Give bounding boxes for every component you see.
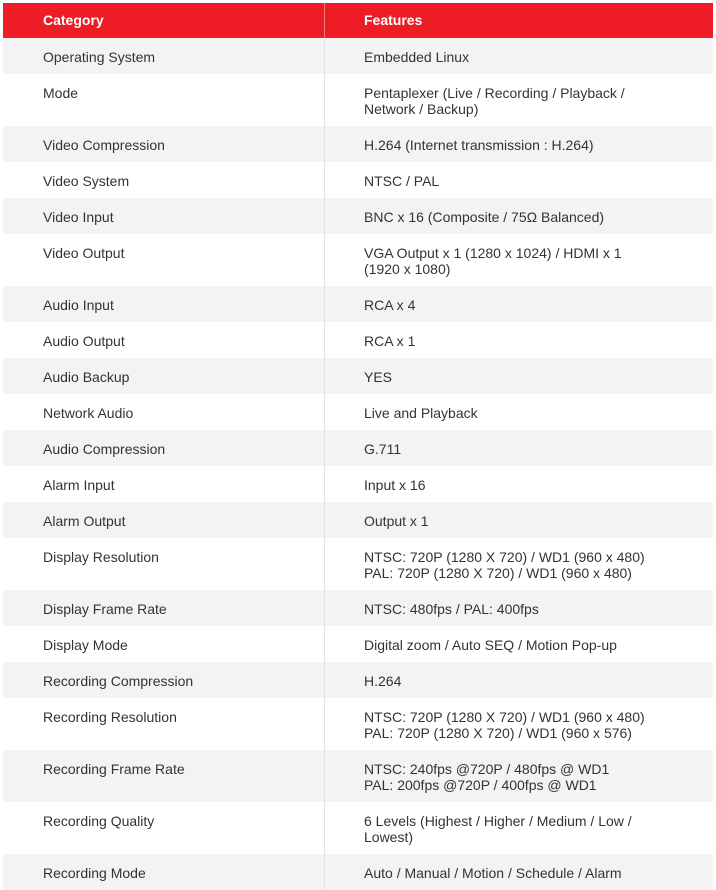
table-row <box>3 662 713 698</box>
row-features: NTSC / PAL <box>364 173 440 189</box>
row-category: Recording Compression <box>3 662 325 698</box>
table-row <box>3 74 713 126</box>
row-category: Recording Quality <box>3 802 325 854</box>
row-features-line: NTSC: 720P (1280 X 720) / WD1 (960 x 480) <box>364 709 645 725</box>
row-category: Network Audio <box>3 394 325 430</box>
row-features: G.711 <box>364 441 402 457</box>
row-features-line: NTSC: 720P (1280 X 720) / WD1 (960 x 480) <box>364 549 645 565</box>
row-features: Output x 1 <box>364 513 429 529</box>
table-row <box>3 198 713 234</box>
row-features: Pentaplexer (Live / Recording / Playback / Network / Backup) <box>364 85 625 117</box>
table-row <box>3 162 713 198</box>
table-row <box>3 626 713 662</box>
spec-table <box>3 3 713 890</box>
table-row <box>3 234 713 286</box>
table-row <box>3 394 713 430</box>
row-features: H.264 <box>364 673 402 689</box>
row-features: Input x 16 <box>364 477 426 493</box>
table-row <box>3 750 713 802</box>
row-category: Video Input <box>3 198 325 234</box>
header-features: Features <box>364 12 423 28</box>
row-category: Display Frame Rate <box>3 590 325 626</box>
table-row <box>3 698 713 750</box>
table-row <box>3 538 713 590</box>
row-features: BNC x 16 (Composite / 75Ω Balanced) <box>364 209 605 225</box>
row-category: Recording Resolution <box>3 698 325 750</box>
row-features: Embedded Linux <box>364 49 470 65</box>
row-features: 6 Levels (Highest / Higher / Medium / Low / Lowest) <box>364 813 632 845</box>
row-features <box>325 750 713 802</box>
row-category: Video Output <box>3 234 325 286</box>
row-category: Video Compression <box>3 126 325 162</box>
table-row <box>3 466 713 502</box>
row-category: Audio Compression <box>3 430 325 466</box>
row-category: Recording Mode <box>3 854 325 890</box>
row-features: RCA x 4 <box>364 297 416 313</box>
row-features-line: PAL: 720P (1280 X 720) / WD1 (960 x 480) <box>364 565 632 581</box>
row-features: H.264 (Internet transmission : H.264) <box>364 137 594 153</box>
table-row <box>3 802 713 854</box>
row-category: Video System <box>3 162 325 198</box>
table-row <box>3 590 713 626</box>
row-features: VGA Output x 1 (1280 x 1024) / HDMI x 1 (1920 x 1080) <box>364 245 622 277</box>
row-category: Audio Input <box>3 286 325 322</box>
row-category: Mode <box>3 74 325 126</box>
row-features: YES <box>364 369 393 385</box>
table-row <box>3 502 713 538</box>
row-category: Audio Backup <box>3 358 325 394</box>
row-features <box>325 698 713 750</box>
row-features: NTSC: 480fps / PAL: 400fps <box>364 601 539 617</box>
row-features: Auto / Manual / Motion / Schedule / Alarm <box>364 865 622 881</box>
table-row <box>3 358 713 394</box>
row-category: Alarm Input <box>3 466 325 502</box>
row-features: Live and Playback <box>364 405 478 421</box>
row-features: RCA x 1 <box>364 333 416 349</box>
row-features: Digital zoom / Auto SEQ / Motion Pop-up <box>364 637 617 653</box>
table-row <box>3 38 713 74</box>
row-features-line: PAL: 720P (1280 X 720) / WD1 (960 x 576) <box>364 725 632 741</box>
table-row <box>3 854 713 890</box>
row-category: Operating System <box>3 38 325 74</box>
row-features <box>325 538 713 590</box>
row-features-line: NTSC: 240fps @720P / 480fps @ WD1 <box>364 761 610 777</box>
row-category: Recording Frame Rate <box>3 750 325 802</box>
row-category: Display Resolution <box>3 538 325 590</box>
table-row <box>3 286 713 322</box>
row-features-line: PAL: 200fps @720P / 400fps @ WD1 <box>364 777 597 793</box>
table-row <box>3 430 713 466</box>
row-category: Alarm Output <box>3 502 325 538</box>
header-category: Category <box>3 3 325 38</box>
row-category: Display Mode <box>3 626 325 662</box>
table-row <box>3 322 713 358</box>
table-row <box>3 126 713 162</box>
row-category: Audio Output <box>3 322 325 358</box>
table-header <box>3 3 713 38</box>
